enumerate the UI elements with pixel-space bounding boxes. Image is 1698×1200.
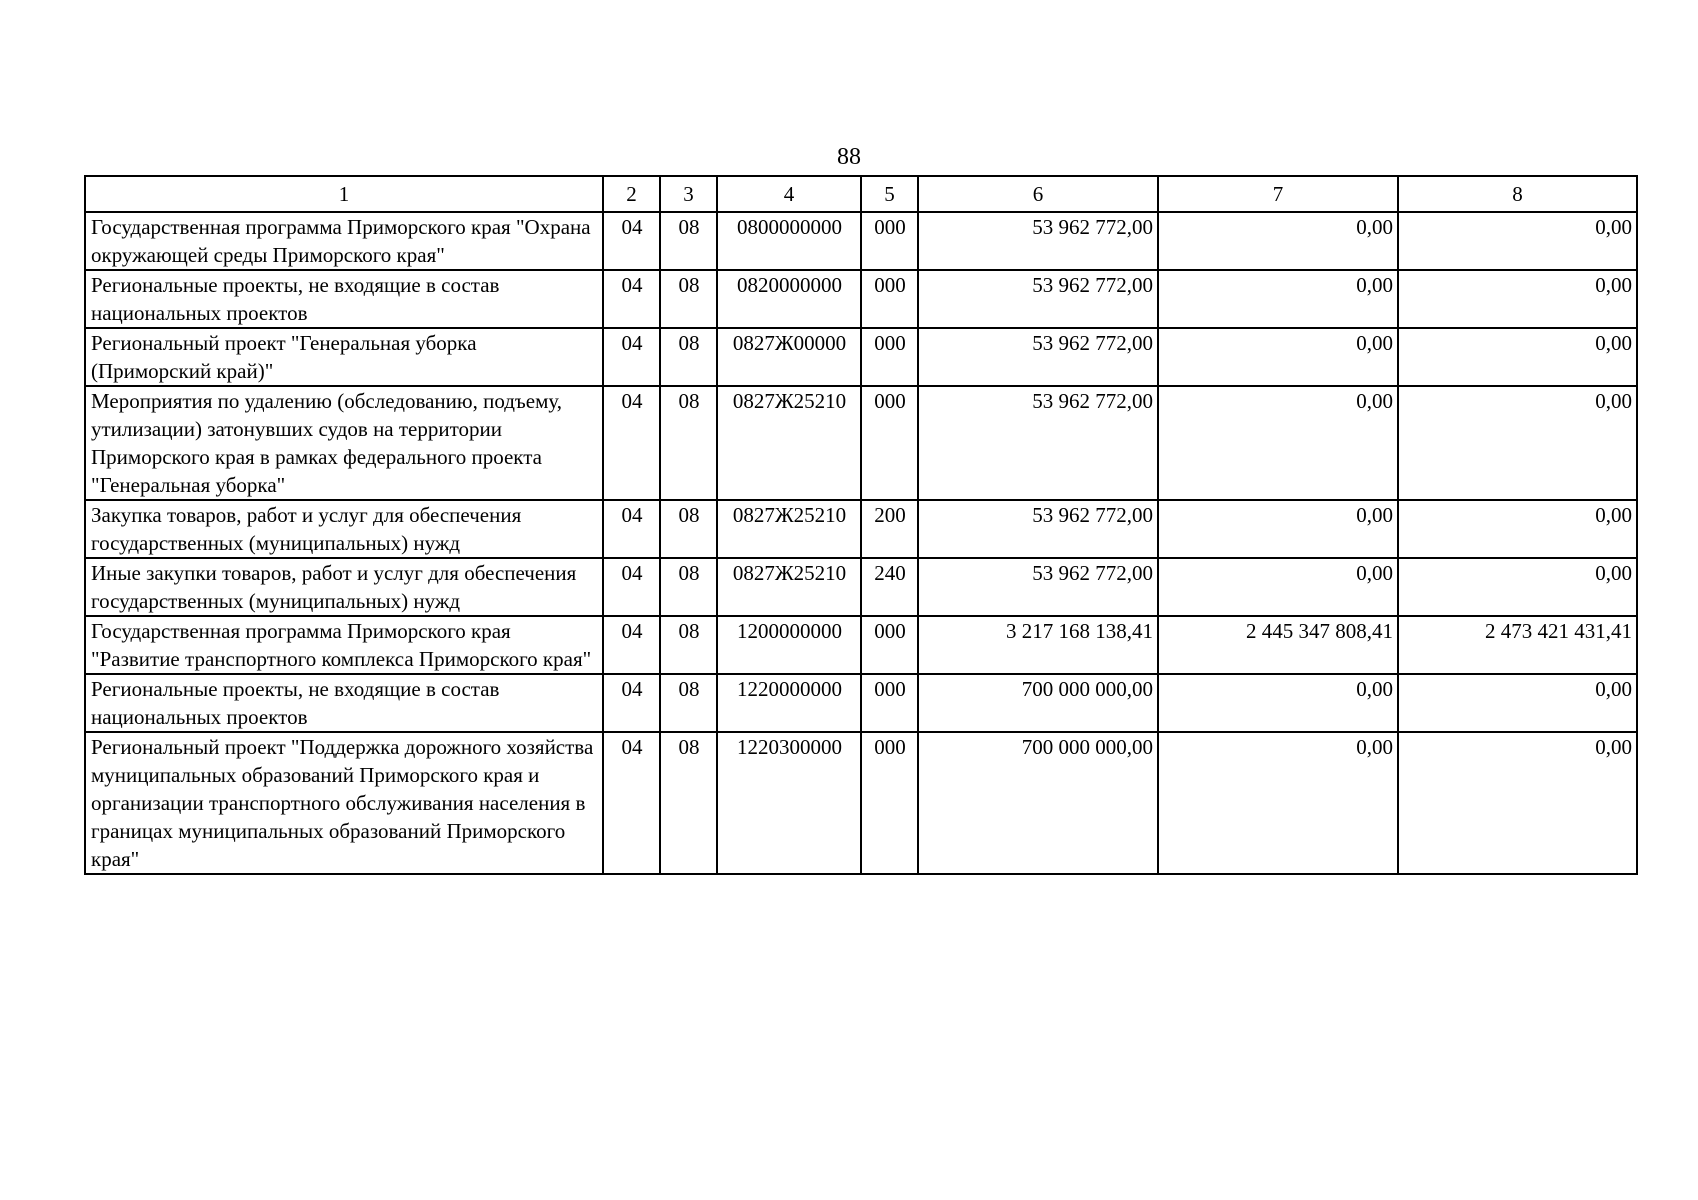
row-amount-8: 2 473 421 431,41 — [1398, 616, 1637, 674]
row-subsection: 08 — [660, 270, 717, 328]
page-number: 88 — [837, 144, 861, 170]
row-amount-7: 0,00 — [1158, 558, 1398, 616]
row-target-code: 0800000000 — [717, 212, 861, 270]
column-header-8: 8 — [1398, 176, 1637, 212]
row-target-code: 0827Ж25210 — [717, 386, 861, 500]
row-amount-8: 0,00 — [1398, 328, 1637, 386]
row-amount-6: 53 962 772,00 — [918, 328, 1158, 386]
row-target-code: 1200000000 — [717, 616, 861, 674]
table-row — [85, 270, 1637, 328]
row-target-code: 0827Ж25210 — [717, 558, 861, 616]
row-target-code: 1220000000 — [717, 674, 861, 732]
row-name: Государственная программа Приморского края "Развитие транспортного комплекса Приморского края" — [85, 616, 603, 674]
row-amount-7: 0,00 — [1158, 674, 1398, 732]
row-name: Региональные проекты, не входящие в состав национальных проектов — [85, 674, 603, 732]
row-name: Иные закупки товаров, работ и услуг для обеспечения государственных (муниципальных) нужд — [85, 558, 603, 616]
row-amount-6: 53 962 772,00 — [918, 558, 1158, 616]
row-amount-8: 0,00 — [1398, 674, 1637, 732]
row-amount-7: 0,00 — [1158, 500, 1398, 558]
table-row — [85, 212, 1637, 270]
row-amount-7: 0,00 — [1158, 386, 1398, 500]
row-name: Закупка товаров, работ и услуг для обеспечения государственных (муниципальных) нужд — [85, 500, 603, 558]
row-expense-type: 000 — [861, 674, 918, 732]
row-amount-6: 700 000 000,00 — [918, 732, 1158, 874]
row-section: 04 — [603, 386, 660, 500]
row-expense-type: 200 — [861, 500, 918, 558]
row-amount-6: 3 217 168 138,41 — [918, 616, 1158, 674]
row-amount-8: 0,00 — [1398, 558, 1637, 616]
column-header-2: 2 — [603, 176, 660, 212]
table-row — [85, 328, 1637, 386]
table-row — [85, 386, 1637, 500]
row-section: 04 — [603, 616, 660, 674]
row-expense-type: 000 — [861, 328, 918, 386]
row-amount-6: 53 962 772,00 — [918, 270, 1158, 328]
column-header-1: 1 — [85, 176, 603, 212]
row-subsection: 08 — [660, 674, 717, 732]
row-amount-7: 2 445 347 808,41 — [1158, 616, 1398, 674]
row-expense-type: 000 — [861, 616, 918, 674]
row-section: 04 — [603, 558, 660, 616]
row-target-code: 0827Ж25210 — [717, 500, 861, 558]
row-section: 04 — [603, 328, 660, 386]
table-row — [85, 732, 1637, 874]
row-expense-type: 000 — [861, 732, 918, 874]
row-subsection: 08 — [660, 212, 717, 270]
row-section: 04 — [603, 500, 660, 558]
row-subsection: 08 — [660, 386, 717, 500]
row-amount-6: 53 962 772,00 — [918, 500, 1158, 558]
table-header-row — [85, 176, 1637, 212]
column-header-7: 7 — [1158, 176, 1398, 212]
table-row — [85, 616, 1637, 674]
row-subsection: 08 — [660, 558, 717, 616]
row-amount-8: 0,00 — [1398, 386, 1637, 500]
row-subsection: 08 — [660, 732, 717, 874]
column-header-6: 6 — [918, 176, 1158, 212]
row-subsection: 08 — [660, 328, 717, 386]
row-section: 04 — [603, 732, 660, 874]
row-amount-6: 53 962 772,00 — [918, 386, 1158, 500]
row-amount-6: 53 962 772,00 — [918, 212, 1158, 270]
row-name: Региональные проекты, не входящие в состав национальных проектов — [85, 270, 603, 328]
column-header-5: 5 — [861, 176, 918, 212]
row-subsection: 08 — [660, 616, 717, 674]
row-subsection: 08 — [660, 500, 717, 558]
table-row — [85, 558, 1637, 616]
row-amount-7: 0,00 — [1158, 732, 1398, 874]
column-header-3: 3 — [660, 176, 717, 212]
row-name: Региональный проект "Поддержка дорожного хозяйства муниципальных образований Приморского края и организации транспортного обслуживания населения в границах муниципальных образований Приморского края" — [85, 732, 603, 874]
row-name: Мероприятия по удалению (обследованию, подъему, утилизации) затонувших судов на территории Приморского края в рамках федерального проекта "Генеральная уборка" — [85, 386, 603, 500]
row-section: 04 — [603, 270, 660, 328]
row-expense-type: 240 — [861, 558, 918, 616]
row-section: 04 — [603, 212, 660, 270]
table-row — [85, 500, 1637, 558]
row-amount-8: 0,00 — [1398, 500, 1637, 558]
row-amount-7: 0,00 — [1158, 270, 1398, 328]
row-amount-8: 0,00 — [1398, 270, 1637, 328]
row-amount-7: 0,00 — [1158, 328, 1398, 386]
row-target-code: 0827Ж00000 — [717, 328, 861, 386]
row-amount-8: 0,00 — [1398, 212, 1637, 270]
row-expense-type: 000 — [861, 386, 918, 500]
row-target-code: 1220300000 — [717, 732, 861, 874]
row-amount-7: 0,00 — [1158, 212, 1398, 270]
table-row — [85, 674, 1637, 732]
row-name: Государственная программа Приморского края "Охрана окружающей среды Приморского края" — [85, 212, 603, 270]
row-name: Региональный проект "Генеральная уборка (Приморский край)" — [85, 328, 603, 386]
row-amount-6: 700 000 000,00 — [918, 674, 1158, 732]
row-amount-8: 0,00 — [1398, 732, 1637, 874]
row-target-code: 0820000000 — [717, 270, 861, 328]
budget-table — [84, 175, 1638, 875]
row-section: 04 — [603, 674, 660, 732]
row-expense-type: 000 — [861, 212, 918, 270]
row-expense-type: 000 — [861, 270, 918, 328]
column-header-4: 4 — [717, 176, 861, 212]
